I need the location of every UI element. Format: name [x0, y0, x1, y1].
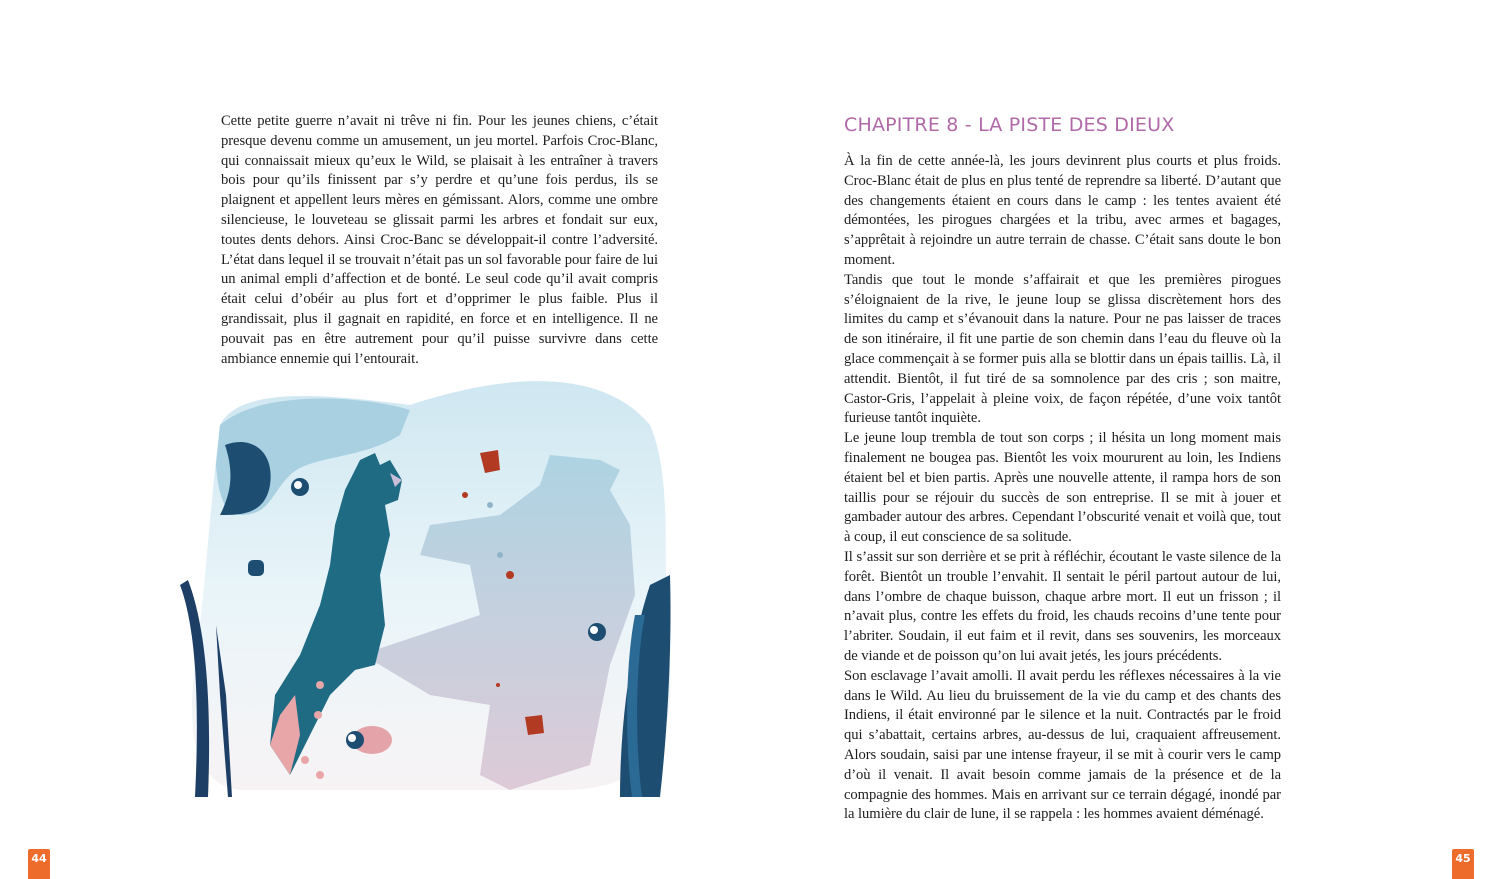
right-body-text: [844, 152, 1281, 825]
chapter-title: CHAPITRE 8 - LA PISTE DES DIEUX: [844, 114, 1175, 136]
page-number-left: 44: [28, 849, 50, 879]
paragraph: Tandis que tout le monde s’affairait et que les premières pirogues s’éloignaient de la rive, le jeune loup se glissa discrètement hors des limites du camp et s’évanouit dans la nature. Pour ne pas laisser de traces de son itinéraire, il fit une partie de son chemin dans l’eau du fleuve où la glace commençait à se former puis alla se blottir dans un épais taillis. Là, il attendit. Bientôt, il fut tiré de sa somnolence par des cris ; son maitre, Castor-Gris, l’appelait à pleine voix, de façon répétée, d’une voix tantôt furieuse tantôt inquiète.: [844, 271, 1281, 427]
left-body-text: [221, 112, 658, 369]
wolf-illustration: [180, 365, 680, 797]
paragraph: Il s’assit sur son derrière et se prit à réfléchir, écoutant le vaste silence de la forêt. Bientôt un trouble l’envahit. Il sentait le péril partout autour de lui, dans l’ombre de chaque buisson, chaque arbre mort. Il eut un frisson ; il n’avait plus, contre les effets du froid, les chauds recoins d’une tente pour l’abriter. Soudain, il eut faim et il revit, dans ses souvenirs, les morceaux de viande et de poisson qu’on lui avait jetés, les jours précédents.: [844, 548, 1281, 664]
right-page: [750, 0, 1500, 879]
paragraph: Son esclavage l’avait amolli. Il avait perdu les réflexes nécessaires à la vie dans le Wild. Au lieu du bruissement de la vie du camp et des chants des Indiens, il était environné par le silence et la nuit. Contractés par le froid qui s’abattait, certains arbres, au-dessus de lui, craquaient affreusement. Alors soudain, saisi par une intense frayeur, il se mit à courir vers le camp d’où il venait. Il avait besoin comme jamais de la présence et de la compagnie des hommes. Mais en arrivant sur ce terrain dégagé, inondé par la lumière du clair de lune, il se rappela : les hommes avaient déménagé.: [844, 667, 1281, 823]
paragraph: Cette petite guerre n’avait ni trêve ni fin. Pour les jeunes chiens, c’était presque devenu comme un amusement, un jeu mortel. Parfois Croc-Blanc, qui connaissait mieux qu’eux le Wild, se plaisait à les entraîner à travers bois pour qu’ils finissent par s’y perdre et qu’une fois perdus, ils se plaignent et appellent leurs mères en gémissant. Alors, comme une ombre silencieuse, le louveteau se glissait parmi les arbres et fondait sur eux, toutes dents dehors. Ainsi Croc-Banc se développait-il contre l’adversité. L’état dans lequel il se trouvait n’était pas un sol favorable pour faire de lui un animal empli d’affection et de bonté. Le seul code qu’il avait compris était celui d’obéir au plus fort et d’opprimer le plus faible. Plus il grandissait, plus il gagnait en rapidité, en force et en intelligence. Il ne pouvait pas en être autrement pour qu’il puisse survivre dans cette ambiance ennemie qui l’entourait.: [221, 113, 658, 367]
paragraph: Le jeune loup trembla de tout son corps ; il hésita un long moment mais finalement ne bougea pas. Bientôt les voix moururent au loin, les Indiens étaient bel et bien partis. Après une nouvelle attente, il rampa hors de son taillis pour se réjouir du succès de son entreprise. Il se mit à jouer et gambader autour des arbres. Cependant l’obscurité venait et voilà que, tout à coup, il eut conscience de sa solitude.: [844, 430, 1281, 546]
page-number-right: 45: [1452, 849, 1474, 879]
paragraph: À la fin de cette année-là, les jours devinrent plus courts et plus froids. Croc-Blanc était de plus en plus tenté de reprendre sa liberté. D’autant que des changements étaient en cours dans le camp : les tentes avaient été démontées, les pirogues chargées et la tribu, avec armes et bagages, s’apprêtait à rejoindre un autre terrain de chasse. C’était sans doute le bon moment.: [844, 153, 1281, 268]
